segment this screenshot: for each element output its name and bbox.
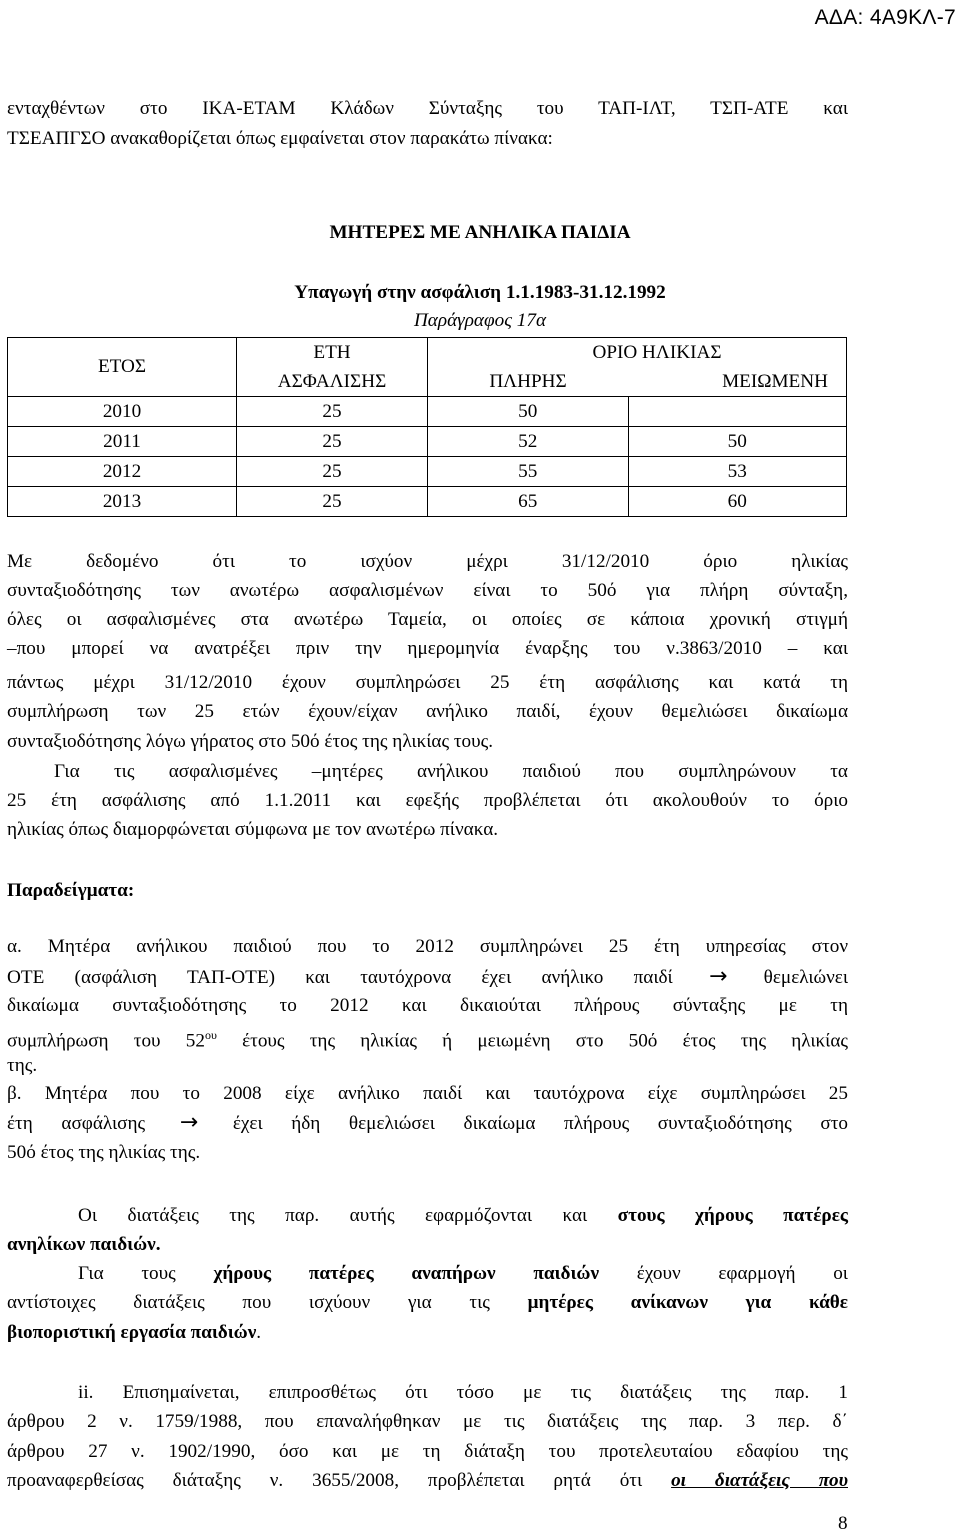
para2-line: 25 έτη ασφάλισης από 1.1.2011 και εφεξής προβλέπεται ότι ακολουθούν το όριο xyxy=(7,790,848,811)
para4-bold: βιοποριστική εργασία παιδιών xyxy=(7,1322,257,1343)
para3-bold: στους χήρους πατέρες xyxy=(617,1205,848,1226)
table-row xyxy=(8,397,847,427)
cell-ins: 25 xyxy=(237,397,428,427)
example-a-line: α. Μητέρα ανήλικου παιδιού που το 2012 συμπληρώνει 25 έτη υπηρεσίας στον xyxy=(7,936,848,957)
table-row xyxy=(8,487,847,517)
section-title: ΜΗΤΕΡΕΣ ΜΕ ΑΝΗΛΙΚΑ ΠΑΙΔΙΑ xyxy=(329,222,631,243)
para3-line xyxy=(78,1201,848,1231)
example-b-line: 50ό έτος της ηλικίας της. xyxy=(7,1142,201,1163)
para3-text: Οι διατάξεις της παρ. αυτής εφαρμόζονται και xyxy=(78,1205,618,1226)
para5-line: ii. Επισημαίνεται, επιπροσθέτως ότι τόσο με τις διατάξεις της παρ. 1 xyxy=(78,1382,848,1403)
page-number: 8 xyxy=(838,1513,848,1534)
example-b-line xyxy=(7,1108,848,1139)
cell-year: 2011 xyxy=(8,427,237,457)
para1-line: πάντως μέχρι 31/12/2010 έχουν συμπληρώσει 25 έτη ασφάλισης και κατά τη xyxy=(7,672,848,693)
example-a-line: δικαίωμα συνταξιοδότησης το 2012 και δικαιούται πλήρους σύνταξης με τη xyxy=(7,995,848,1016)
para3-line: ανηλίκων παιδιών. xyxy=(7,1234,161,1255)
para4-text: έχουν εφαρμογή οι xyxy=(599,1263,848,1284)
cell-full: 50 xyxy=(428,397,629,427)
cell-reduced xyxy=(628,397,847,427)
para1-line: Με δεδομένο ότι το ισχύον μέχρι 31/12/2010 όριο ηλικίας xyxy=(7,551,848,572)
example-a-line xyxy=(7,962,848,993)
example-b-text: έχει ήδη θεμελιώσει δικαίωμα πλήρους συνταξιοδότησης στο xyxy=(232,1113,848,1134)
cell-year: 2012 xyxy=(8,457,237,487)
para5-line: άρθρου 2 ν. 1759/1988, που επαναλήφθηκαν με τις διατάξεις της παρ. 3 περ. δ΄ xyxy=(7,1411,848,1432)
paragraph-reference: Παράγραφος 17α xyxy=(413,310,547,331)
header-age-limit: ΟΡΙΟ ΗΛΙΚΙΑΣ xyxy=(428,338,847,368)
example-a-text: συμπλήρωση του 52 xyxy=(7,1030,205,1052)
header-year: ΕΤΟΣ xyxy=(8,338,237,397)
table-row xyxy=(8,457,847,487)
cell-year: 2010 xyxy=(8,397,237,427)
cell-full: 55 xyxy=(428,457,629,487)
para5-line xyxy=(7,1466,848,1496)
cell-full: 65 xyxy=(428,487,629,517)
para1-line: όλες οι ασφαλισμένες στα ανωτέρω Ταμεία, οι οποίες σε κάποια χρονική στιγμή xyxy=(7,609,848,630)
para4-line xyxy=(7,1288,848,1318)
para4-bold: μητέρες ανίκανων για κάθε xyxy=(527,1292,848,1313)
examples-heading: Παραδείγματα: xyxy=(7,880,135,901)
cell-reduced: 50 xyxy=(628,427,847,457)
para5-text: προαναφερθείσας διάταξης ν. 3655/2008, προβλέπεται ρητά ότι xyxy=(7,1470,672,1491)
intro-line-2: ΤΣΕΑΠΓΣΟ ανακαθορίζεται όπως εμφαίνεται στον παρακάτω πίνακα: xyxy=(7,128,553,149)
intro-line-1: ενταχθέντων στο ΙΚΑ-ΕΤΑΜ Κλάδων Σύνταξης του ΤΑΠ-ΙΛΤ, ΤΣΠ-ΑΤΕ και xyxy=(7,98,848,119)
header-insurance-years-1: ΕΤΗ xyxy=(237,338,428,368)
para4-bold: χήρους πατέρες αναπήρων παιδιών xyxy=(213,1263,600,1284)
para1-line: συνταξιοδότησης των ανωτέρω ασφαλισμένων είναι το 50ό για πλήρη σύνταξη, xyxy=(7,580,848,601)
para4-text: αντίστοιχες διατάξεις που ισχύουν για τις xyxy=(7,1292,528,1313)
para4-text: . xyxy=(256,1322,262,1343)
example-a-text: έτους της ηλικίας ή μειωμένη στο 50ό έτος της ηλικίας xyxy=(216,1030,848,1052)
example-a-text: ΟΤΕ (ασφάλιση ΤΑΠ-ΟΤΕ) και ταυτόχρονα έχει ανήλικο παιδί xyxy=(7,967,673,988)
para5-line: άρθρου 27 ν. 1902/1990, όσο και με τη διάταξη του προτελευταίου εδαφίου της xyxy=(7,1441,848,1462)
cell-ins: 25 xyxy=(237,427,428,457)
arrow-right-icon: → xyxy=(179,1110,199,1135)
example-b-text: έτη ασφάλισης xyxy=(7,1113,146,1134)
para5-emphasis: οι διατάξεις που xyxy=(671,1470,848,1491)
para4-line xyxy=(78,1259,848,1289)
cell-reduced: 53 xyxy=(628,457,847,487)
para2-line: ηλικίας όπως διαμορφώνεται σύμφωνα με τον ανωτέρω πίνακα. xyxy=(7,819,499,840)
arrow-right-icon: → xyxy=(708,964,728,989)
age-limit-table xyxy=(7,337,847,517)
para1-line: συνταξιοδότησης λόγω γήρατος στο 50ό έτος της ηλικίας τους. xyxy=(7,731,494,752)
cell-year: 2013 xyxy=(8,487,237,517)
example-a-line: της. xyxy=(7,1055,38,1076)
para1-line: συμπλήρωση των 25 ετών έχουν/είχαν ανήλικο παιδί, έχουν θεμελιώσει δικαίωμα xyxy=(7,701,848,722)
insurance-period-subtitle: Υπαγωγή στην ασφάλιση 1.1.1983-31.12.1992 xyxy=(294,282,666,303)
table-row xyxy=(8,427,847,457)
para1-line: –που μπορεί να ανατρέξει πριν την ημερομηνία έναρξης του ν.3863/2010 – και xyxy=(7,638,848,659)
example-b-line: β. Μητέρα που το 2008 είχε ανήλικο παιδί και ταυτόχρονα είχε συμπληρώσει 25 xyxy=(7,1083,848,1104)
ada-code: ΑΔΑ: 4Α9ΚΛ-7 xyxy=(814,6,956,29)
para2-line: Για τις ασφαλισμένες –μητέρες ανήλικου παιδιού που συμπληρώνουν τα xyxy=(54,761,848,782)
header-reduced: ΜΕΙΩΜΕΝΗ xyxy=(628,367,847,397)
para4-text: Για τους xyxy=(78,1263,214,1284)
para4-line xyxy=(7,1318,848,1348)
cell-reduced: 60 xyxy=(628,487,847,517)
cell-ins: 25 xyxy=(237,487,428,517)
example-a-text: θεμελιώνει xyxy=(763,967,849,988)
header-full: ΠΛΗΡΗΣ xyxy=(428,367,629,397)
cell-full: 52 xyxy=(428,427,629,457)
cell-ins: 25 xyxy=(237,457,428,487)
superscript-ou: ου xyxy=(204,1028,217,1042)
header-insurance-years-2: ΑΣΦΑΛΙΣΗΣ xyxy=(237,367,428,397)
